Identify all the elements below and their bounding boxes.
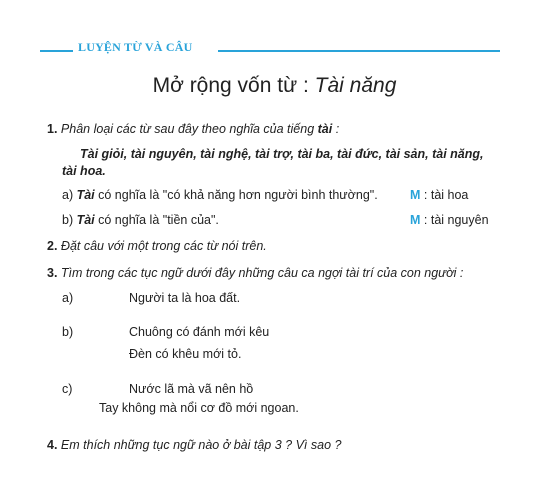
q1-item-a-word: Tài <box>76 188 95 202</box>
header-rule-right <box>218 50 500 52</box>
proverb-c-line-2: Tay không mà nổi cơ đồ mới ngoan. <box>99 401 299 415</box>
q1-item-b <box>62 212 219 228</box>
q1-item-a-m: M <box>410 188 421 202</box>
q1-item-a-label: a) <box>62 188 77 202</box>
question-1 <box>47 121 339 137</box>
title-topic: Tài năng <box>314 74 397 97</box>
header-rule-left <box>40 50 73 52</box>
q1-item-a-example <box>410 187 468 203</box>
question-2-text: Đặt câu với một trong các từ nói trên. <box>60 239 267 253</box>
question-2 <box>47 238 267 254</box>
q1-item-a-example-text: : tài hoa <box>420 188 469 202</box>
question-2-number: 2. <box>47 239 58 253</box>
proverb-c-line-1: Nước lã mà vã nên hồ <box>129 382 254 396</box>
q1-item-a-text: có nghĩa là "có khả năng hơn người bình thường". <box>94 188 378 202</box>
proverb-b-line-1: Chuông có đánh mới kêu <box>129 325 270 339</box>
q1-item-b-m: M <box>410 213 421 227</box>
question-1-colon: : <box>332 122 340 136</box>
q1-item-a <box>62 187 378 203</box>
q1-item-b-label: b) <box>62 213 77 227</box>
question-3 <box>47 265 463 281</box>
question-1-text: Phân loại các từ sau đây theo nghĩa của tiếng <box>60 122 318 136</box>
question-3-number: 3. <box>47 266 58 280</box>
section-label: LUYỆN TỪ VÀ CÂU <box>78 40 193 54</box>
question-1-number: 1. <box>47 122 58 136</box>
q1-item-b-word: Tài <box>76 213 95 227</box>
q1-item-b-text: có nghĩa là "tiền của". <box>94 213 219 227</box>
question-4-number: 4. <box>47 438 58 452</box>
proverb-a-label: a) <box>62 291 74 305</box>
question-4 <box>47 437 341 453</box>
question-1-keyword: tài <box>317 122 333 136</box>
question-3-text: Tìm trong các tục ngữ dưới đây những câu ca ngợi tài trí của con người : <box>60 266 464 280</box>
proverb-b-line-2: Đèn có khêu mới tỏ. <box>129 347 242 361</box>
q1-item-b-example <box>410 212 489 228</box>
word-list-line-2: tài hoa. <box>62 164 106 178</box>
lesson-title <box>0 74 549 98</box>
question-4-text: Em thích những tục ngữ nào ở bài tập 3 ? Vì sao ? <box>60 438 342 452</box>
section-header <box>40 36 500 56</box>
proverb-b-label: b) <box>62 325 74 339</box>
word-list-line-1: Tài giỏi, tài nguyên, tài nghệ, tài trợ, tài ba, tài đức, tài sản, tài năng, <box>80 147 484 161</box>
proverb-c-label: c) <box>62 382 73 396</box>
title-prefix: Mở rộng vốn từ : <box>152 74 315 97</box>
q1-item-b-example-text: : tài nguyên <box>420 213 489 227</box>
proverb-a-line-1: Người ta là hoa đất. <box>129 291 241 305</box>
